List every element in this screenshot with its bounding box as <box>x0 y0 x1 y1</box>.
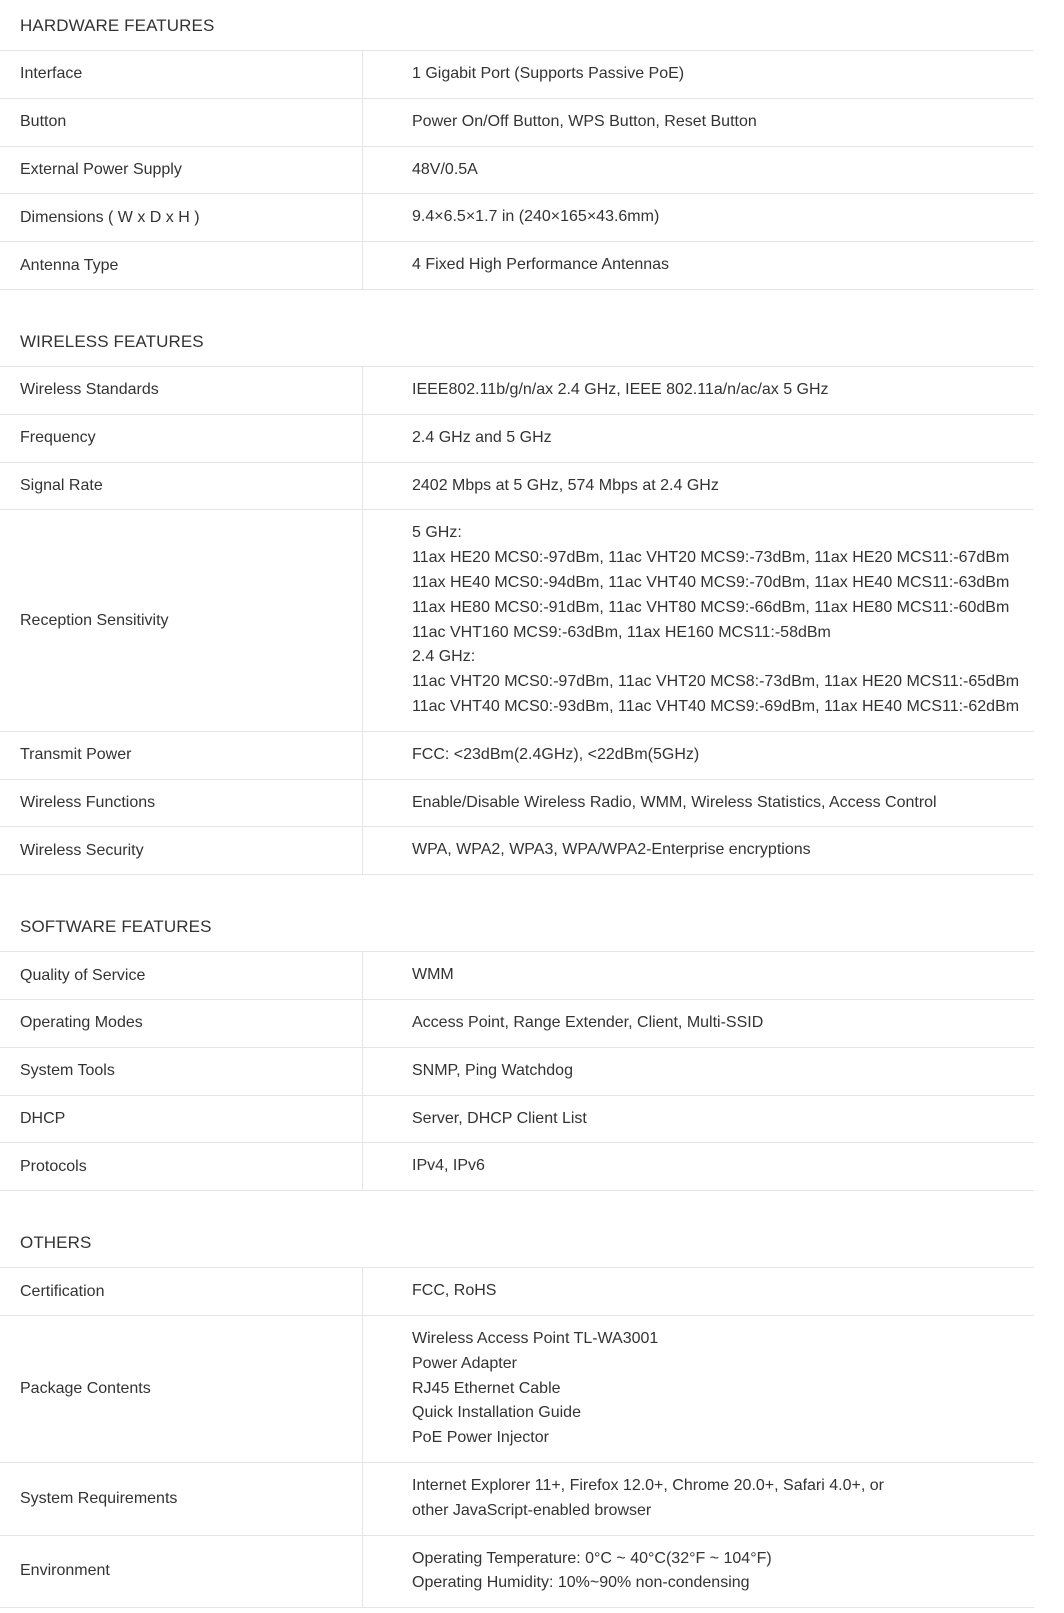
spec-row <box>0 194 1034 242</box>
spec-value-line: 1 Gigabit Port (Supports Passive PoE) <box>412 65 685 82</box>
spec-row <box>0 51 1034 99</box>
spec-value <box>363 1048 1034 1095</box>
spec-row <box>0 99 1034 147</box>
spec-label: Wireless Standards <box>0 367 363 414</box>
spec-value-line: 48V/0.5A <box>412 160 478 178</box>
spec-value <box>363 194 1034 241</box>
spec-label: Package Contents <box>0 1316 363 1462</box>
spec-value <box>363 827 1034 874</box>
spec-value <box>363 147 1034 194</box>
spec-value <box>363 1463 1034 1535</box>
spec-label: Environment <box>0 1536 363 1608</box>
spec-value-line: IEEE802.11b/g/n/ax 2.4 GHz, IEEE 802.11a/n/ac/ax 5 GHz <box>412 380 829 398</box>
spec-value-line: 5 GHz: <box>412 524 462 542</box>
spec-row <box>0 827 1034 875</box>
spec-label: System Tools <box>0 1048 363 1095</box>
spec-row <box>0 952 1034 1000</box>
spec-row <box>0 1268 1034 1316</box>
spec-value-line: 9.4×6.5×1.7 in (240×165×43.6mm) <box>412 208 660 226</box>
spec-value <box>363 242 1034 289</box>
spec-label: System Requirements <box>0 1463 363 1535</box>
spec-row <box>0 1463 1034 1536</box>
spec-value-line: Power Adapter <box>412 1354 517 1372</box>
spec-table <box>0 1268 1034 1608</box>
spec-value <box>363 1316 1034 1462</box>
spec-value-line: IPv4, IPv6 <box>412 1157 485 1175</box>
spec-value-line: Internet Explorer 11+, Firefox 12.0+, Chrome 20.0+, Safari 4.0+, or <box>412 1476 884 1494</box>
section-title: SOFTWARE FEATURES <box>0 902 1034 952</box>
spec-value <box>363 463 1034 510</box>
spec-label: Wireless Functions <box>0 780 363 827</box>
spec-value <box>363 367 1034 414</box>
spec-label: Frequency <box>0 415 363 462</box>
spec-row <box>0 1096 1034 1144</box>
spec-value <box>363 1268 1034 1315</box>
spec-label: Signal Rate <box>0 463 363 510</box>
spec-row <box>0 367 1034 415</box>
spec-label: External Power Supply <box>0 147 363 194</box>
spec-value-line: 2402 Mbps at 5 GHz, 574 Mbps at 2.4 GHz <box>412 476 719 494</box>
spec-label: Antenna Type <box>0 242 363 289</box>
spec-label: Certification <box>0 1268 363 1315</box>
spec-label: Wireless Security <box>0 827 363 874</box>
spec-row <box>0 147 1034 195</box>
section-title: OTHERS <box>0 1218 1034 1268</box>
spec-value-line: Operating Humidity: 10%~90% non-condensing <box>412 1574 750 1592</box>
spec-row <box>0 780 1034 828</box>
spec-value <box>363 780 1034 827</box>
spec-label: Transmit Power <box>0 732 363 779</box>
spec-row <box>0 242 1034 290</box>
spec-value-line: Wireless Access Point TL-WA3001 <box>412 1329 659 1347</box>
spec-value-line: FCC, RoHS <box>412 1282 497 1300</box>
spec-value <box>363 952 1034 999</box>
spec-row <box>0 510 1034 731</box>
spec-row <box>0 1316 1034 1463</box>
spec-label: DHCP <box>0 1096 363 1143</box>
spec-value-line: 2.4 GHz: <box>412 648 476 666</box>
spec-table <box>0 952 1034 1191</box>
spec-value-line: Enable/Disable Wireless Radio, WMM, Wireless Statistics, Access Control <box>412 793 937 811</box>
spec-value-line: Server, DHCP Client List <box>412 1109 587 1127</box>
section-title: HARDWARE FEATURES <box>0 0 1034 51</box>
spec-value-line: 11ax HE20 MCS0:-97dBm, 11ac VHT20 MCS9:-73dBm, 11ax HE20 MCS11:-67dBm <box>412 549 1010 567</box>
spec-value-line: other JavaScript-enabled browser <box>412 1501 652 1519</box>
spec-row <box>0 732 1034 780</box>
spec-value-line: 11ax HE80 MCS0:-91dBm, 11ac VHT80 MCS9:-66dBm, 11ax HE80 MCS11:-60dBm <box>412 598 1010 616</box>
spec-value-line: Power On/Off Button, WPS Button, Reset Button <box>412 112 757 130</box>
spec-value-line: Access Point, Range Extender, Client, Multi-SSID <box>412 1013 764 1031</box>
spec-row <box>0 415 1034 463</box>
spec-value-line: 11ac VHT40 MCS0:-93dBm, 11ac VHT40 MCS9:-69dBm, 11ax HE40 MCS11:-62dBm <box>412 697 1020 715</box>
spec-value-line: RJ45 Ethernet Cable <box>412 1379 561 1397</box>
spec-label: Button <box>0 99 363 146</box>
spec-row <box>0 463 1034 511</box>
spec-label: Operating Modes <box>0 1000 363 1047</box>
spec-label: Quality of Service <box>0 952 363 999</box>
spec-value-line: 4 Fixed High Performance Antennas <box>412 256 670 274</box>
spec-value-line: FCC: <23dBm(2.4GHz), <22dBm(5GHz) <box>412 745 700 763</box>
section-spacer <box>0 290 1034 317</box>
spec-row <box>0 1048 1034 1096</box>
spec-table <box>0 367 1034 875</box>
spec-value-line: 11ac VHT20 MCS0:-97dBm, 11ac VHT20 MCS8:-73dBm, 11ax HE20 MCS11:-65dBm <box>412 673 1020 691</box>
spec-value <box>363 1536 1034 1608</box>
spec-label: Interface <box>0 51 363 98</box>
spec-value <box>363 510 1034 730</box>
spec-table <box>0 51 1034 290</box>
spec-label: Dimensions ( W x D x H ) <box>0 194 363 241</box>
spec-value <box>363 99 1034 146</box>
spec-value-line: Operating Temperature: 0°C ~ 40°C(32°F ~ 104°F) <box>412 1549 772 1567</box>
spec-value-line: WMM <box>412 966 454 984</box>
spec-label: Reception Sensitivity <box>0 510 363 730</box>
spec-value <box>363 732 1034 779</box>
spec-value-line: 11ax HE40 MCS0:-94dBm, 11ac VHT40 MCS9:-70dBm, 11ax HE40 MCS11:-63dBm <box>412 573 1010 591</box>
section-title: WIRELESS FEATURES <box>0 317 1034 367</box>
spec-value-line: PoE Power Injector <box>412 1429 549 1447</box>
spec-value-line: Quick Installation Guide <box>412 1404 581 1422</box>
spec-value-line: SNMP, Ping Watchdog <box>412 1061 573 1079</box>
spec-value <box>363 51 1034 98</box>
spec-row <box>0 1536 1034 1609</box>
spec-value <box>363 1096 1034 1143</box>
spec-row <box>0 1143 1034 1191</box>
spec-row <box>0 1000 1034 1048</box>
spec-value-line: 11ac VHT160 MCS9:-63dBm, 11ax HE160 MCS11:-58dBm <box>412 623 831 641</box>
section-spacer <box>0 1191 1034 1218</box>
spec-value-line: 2.4 GHz and 5 GHz <box>412 428 552 446</box>
spec-label: Protocols <box>0 1143 363 1190</box>
spec-value <box>363 1143 1034 1190</box>
spec-value-line: WPA, WPA2, WPA3, WPA/WPA2-Enterprise encryptions <box>412 841 811 859</box>
spec-value <box>363 1000 1034 1047</box>
spec-value <box>363 415 1034 462</box>
section-spacer <box>0 875 1034 902</box>
